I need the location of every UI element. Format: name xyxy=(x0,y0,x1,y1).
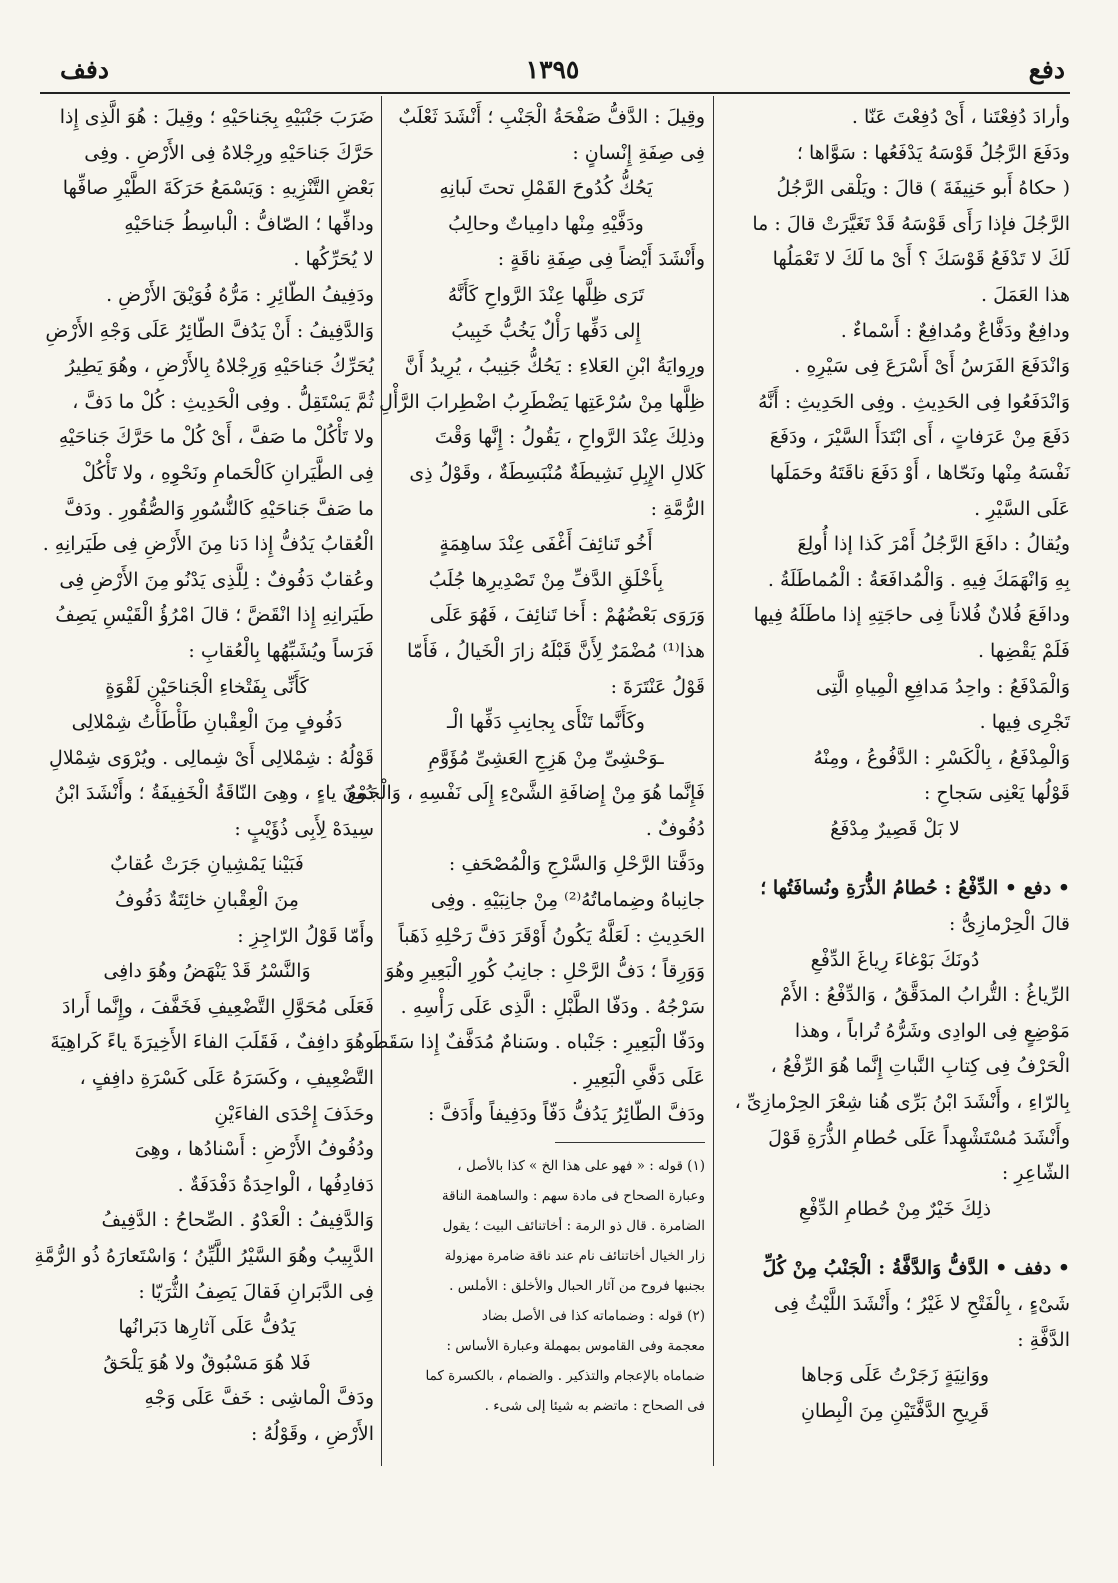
verse-line: يَدُفُّ عَلَى آثارِها دَبَرانُها xyxy=(118,1316,296,1339)
text-line: بَعْضِ التَّنْزِيهِ : وَيَسْمَعُ حَرَكَةَ الطَّيْرِ صافِّها xyxy=(62,177,374,200)
text-line: لا يُحَرِّكُها . xyxy=(293,248,374,271)
header-last-word: دفف xyxy=(60,55,109,84)
text-line: ضَرَبَ جَنْبَيْهِ بِجَناحَيْهِ ؛ وقِيلَ : هُوَ الَّذِى إِذا xyxy=(59,106,374,128)
column-divider-right xyxy=(713,96,714,1466)
text-line: نَفْسَهُ مِنْها ونَحّاها ، أَوْ دَفَعَ ناقَتَهُ وحَمَلَها xyxy=(769,461,1070,484)
text-line: الْعُقابُ يَدُفُّ إِذا دَنا مِنَ الأَرْضِ فِى طَيَرانِهِ . xyxy=(42,533,374,556)
text-line: طَيَرانِهِ إِذا انْقَضَّ ؛ قالَ امْرُؤُ الْقَيْسِ يَصِفُ xyxy=(55,604,374,627)
text-line: ما صَفَّ جَناحَيْهِ كَالنُّسُورِ وَالصُّقُورِ . ودَفَّ xyxy=(64,497,374,520)
header-rule xyxy=(40,92,1070,94)
text-line: وَانْدَفَعَ الفَرَسُ أَىْ أَسْرَعَ فِى سَيْرِهِ . xyxy=(794,355,1070,378)
verse-line: ووَانِيَةٍ زَجَرْتُ عَلَى وَجاها xyxy=(800,1364,990,1387)
text-line: وَانْدَفَعُوا فِى الحَدِيثِ . وفِى الحَدِيثِ : أَنَّهُ xyxy=(757,390,1070,413)
text-line: ودافِّها ؛ الصّافُّ : الْباسِطُ جَناحَيْهِ xyxy=(124,212,374,235)
footnote-line: وعبارة الصحاح فى مادة سهم : والساهمة الناقة xyxy=(441,1188,705,1205)
text-line: قالَ الْحِرْمازِىُّ : xyxy=(949,913,1070,936)
column-left xyxy=(34,100,374,1485)
text-line: الرِّياغُ : التُّرابُ المدَقَّقُ ، وَالدِّفْعُ : الأَمْ xyxy=(780,984,1070,1007)
text-line: ( حكاهُ أَبو حَنِيفَةَ ) قالَ : ويَلْقى الرَّجُلُ xyxy=(776,177,1070,200)
text-line: مَوْضِعٍ فِى الوادِى وشَرُّهُ تُراباً ، وهذا xyxy=(794,1019,1070,1042)
verse-line: لا بَلْ قَصِيرٌ مِدْفَعُ xyxy=(830,817,960,840)
text-line: فَلَمْ يَقْضِها . xyxy=(977,639,1070,662)
section-gap xyxy=(720,1227,1070,1251)
text-line: فَعَلَى مُحَوَّلِ التَّضْعِيفِ فَخَفَّفَ ، وإِنَّما أَرادَ xyxy=(62,995,374,1018)
text-line: ودُفُوفُ الأَرْضِ : أَسْنادُها ، وهِىَ xyxy=(134,1138,374,1161)
footnote-line: ضماماه بالإعجام والتذكير . والضمام ، بالكسرة كما xyxy=(425,1368,705,1385)
verse-line: تَرَى ظِلَّها عِنْدَ الرَّواحِ كَأَنَّهُ xyxy=(447,283,645,306)
verse-line: دَفُوفٍ مِنَ الْعِقْبانِ طَأْطَأْتُ شِمْلالِى xyxy=(71,711,343,734)
verse-line: أَخُو تَنائِفَ أَغْفَى عِنْدَ ساهِمَةٍ xyxy=(439,533,653,556)
verse-line: بِأَخْلَقِ الدَّفِّ مِنْ تَصْدِيرِها جُلَبُ xyxy=(428,568,664,591)
text-line: ودَفَعَ الرَّجُلُ قَوْسَهُ يَدْفَعُها : سَوَّاها ؛ xyxy=(796,141,1070,164)
text-line: قَوْلُهُ : شِمْلالِى أَىْ شِمالِى . ويُرْوَى شِمْلالِ xyxy=(49,746,374,769)
footnote-line: بجنبها فروح من آثار الحبال والأخلق : الأملس . xyxy=(449,1278,705,1295)
text-line: ودَفَّتا الرَّحْلِ وَالسَّرْجِ وَالْمُصْحَفِ : xyxy=(448,853,705,876)
text-line: بِالرّاءِ ، وأَنْشَدَ ابْنُ بَرِّى هُنا شِعْرَ الحِرْمازِىِّ ، xyxy=(734,1091,1070,1114)
text-line: دَفادِفُها ، الْواحِدَةُ دَفْدَفَةٌ . xyxy=(177,1173,374,1196)
footnote-rule xyxy=(555,1142,705,1143)
verse-line: وَالنَّسْرُ قَدْ يَنْهَضُ وهُوَ دافِى xyxy=(103,960,311,983)
verse-line: إِلى دَفِّها رَأْلٌ يَخُبُّ خَبِيبُ xyxy=(451,319,641,342)
verse-line: يَحُكُّ كُدُوحَ القَمْلِ تحتَ لَبانِهِ xyxy=(439,177,653,200)
page-header xyxy=(40,55,1065,89)
text-line: كَلالِ الإِبِلِ نَشِيطَةٌ مُنْبَسِطَةٌ ، وقَوْلُ ذِى xyxy=(409,461,705,484)
text-line: ودَفَّ الْماشِى : خَفَّ عَلَى وَجْهِ xyxy=(144,1387,374,1410)
text-line: • دفع • الدِّفْعُ : حُطامُ الذُّرَةِ ونُسافَتُها ؛ xyxy=(760,877,1070,900)
text-line: الرَّجُلَ فإذا رَأَى قَوْسَهُ قَدْ تَغَيَّرَتْ قالَ : ما xyxy=(752,212,1070,235)
text-line: الشّاعِرِ : xyxy=(1001,1162,1070,1185)
verse-line: فَبَيْنا يَمْشِيانِ جَرَتْ عُقابٌ xyxy=(110,853,304,876)
footnote-line: (١) قوله : « فهو على هذا الخ » كذا بالأصل ، xyxy=(457,1158,705,1175)
verse-line: قَرِيحِ الدَّفَّتَيْنِ مِنَ الْبِطانِ xyxy=(800,1399,990,1422)
text-line: وَالْمِدْفَعُ ، بِالْكَسْرِ : الدَّفُوعُ ، ومِنْهُ xyxy=(813,746,1070,769)
text-line: وَالدَّفِيفُ : الْعَدْوُ . الصِّحاحُ : الدَّفِيفُ xyxy=(101,1209,374,1232)
text-line: وعُقابٌ دَفُوفٌ : لِلَّذِى يَدْنُو مِنَ الأَرْضِ فِى xyxy=(59,568,374,591)
text-line: الدَّبِيبُ وهُوَ السَّيْرُ اللَّيِّنُ ؛ وَاسْتَعارَهُ ذُو الرُّمَّةِ xyxy=(34,1245,374,1267)
text-line: قَوْلُها يَعْنِى سَجاحِ : xyxy=(923,782,1070,805)
verse-line: ودَفَّيْهِ مِنْها دامِياتٌ وحالِبُ xyxy=(448,212,644,235)
verse-line: ذلِكَ خَيْرٌ مِنْ حُطامِ الدِّفْعِ xyxy=(798,1197,992,1220)
text-line: حَرَّكَ جَناحَيْهِ ورِجْلاهُ فِى الأَرْضِ . وفِى xyxy=(84,141,374,164)
header-first-word: دفع xyxy=(1028,55,1065,84)
text-line: عَلَى دَفَّىِ الْبَعِيرِ . xyxy=(571,1067,705,1090)
text-line: وأَنْشَدَ مُسْتَشْهِداً عَلَى حُطامِ الذُّرَةِ قَوْلَ xyxy=(768,1126,1070,1149)
page-number: ١٣٩٥ xyxy=(525,55,580,84)
text-line: الْحَرْفُ فِى كِتابِ النَّباتِ إِنَّما هُوَ الرِّفْعُ ، xyxy=(770,1055,1070,1078)
text-line: عَلَى السَّيْرِ . xyxy=(974,497,1070,520)
verse-line: ـوَحْشِىِّ مِنْ هَزِجِ العَشِىِّ مُؤَوَّمِ xyxy=(428,746,664,769)
text-line: هذا العَمَلَ . xyxy=(981,283,1070,306)
text-line: ثُمَّ يَسْتَقِلُّ . وفِى الْحَدِيثِ : كُلْ ما دَفَّ ، xyxy=(72,390,374,413)
text-line: وَوَرِقاً ؛ دَفُّ الرَّحْلِ : جانِبُ كُورِ الْبَعِيرِ وهُوَ xyxy=(385,960,705,983)
footnote-line: الضامرة . قال ذو الرمة : أخاتنائف البيت ؛ يقول xyxy=(442,1218,705,1235)
text-line: وأرادَ دُفِعْتَنا ، أَىْ دُفِعْتَ عَنّا . xyxy=(851,106,1070,128)
footnote-line: (٢) قوله : وضماماته كذا فى الأصل بضاد xyxy=(481,1308,705,1325)
text-line: ودَفَّ الطّائِرُ يَدُفُّ دَفّاً ودَفِيفاً وأَدَفَّ : xyxy=(428,1102,705,1125)
text-line: قَوْلُ عَنْتَرَةَ : xyxy=(610,675,705,698)
text-line: فَرَساً ويُشَبِّهُها بِالْعُقابِ : xyxy=(188,639,374,662)
text-line: الدَّفَّةِ : xyxy=(1017,1328,1070,1351)
footnote-line: زار الخيال أخاتنائف نام عند ناقة ضامرة مهزولة xyxy=(444,1248,705,1265)
text-line: دَفَعَ مِنْ عَرَفاتٍ ، أَى ابْتَدَأَ السَّيْرَ ، ودَفَعَ xyxy=(769,426,1070,449)
text-line: فِى الدَّبَرانِ فَقالَ يَصِفُ الثُّرَيّا : xyxy=(138,1280,374,1303)
text-line: ودَفِيفُ الطّائِرِ : مَرُّهُ فُوَيْقَ الأَرْضِ . xyxy=(106,283,374,306)
text-line: سِيدَهْ لِأَبِى ذُؤَيْبٍ : xyxy=(234,817,374,840)
text-line: ودافَعَ فُلانٌ فُلاناً فِى حاجَتِهِ إذا ماطَلَهُ فِيها xyxy=(753,604,1070,627)
text-line: فِى صِفَةِ إِنْسانٍ : xyxy=(572,141,705,164)
text-line: فَإِنَّما هُوَ مِنْ إِضافَةِ الشَّىْءِ إِلَى نَفْسِهِ ، وَالْجَمْعُ xyxy=(347,782,705,805)
text-line: وَالْمَدْفَعُ : واحِدُ مَدافِعِ الْمِياهِ الَّتِى xyxy=(816,675,1070,698)
text-line: التَّضْعِيفِ ، وكَسَرَهُ عَلَى كَسْرَةِ دافِفٍ ، xyxy=(79,1067,374,1090)
text-line: لَكَ لا تَدْفَعُ قَوْسَكَ ؟ أَىْ ما لَكَ لا تَعْمَلُها xyxy=(772,248,1070,271)
text-line: ودافِعٌ ودَفَّاعٌ ومُدافِعٌ : أَسْماءٌ . xyxy=(840,319,1070,342)
text-line: دُفُوفٌ . xyxy=(645,817,705,840)
column-middle xyxy=(347,100,705,1485)
text-line: تَجْرِى فِيها . xyxy=(979,711,1070,734)
verse-line: مِنَ الْعِقْبانِ خائِتَةٌ دَفُوفُ xyxy=(115,889,299,912)
verse-line: وكَأَنَّما تَنْأَى بِجانِبِ دَفِّها الْـ xyxy=(447,711,645,734)
text-line: وذلِكَ عِنْدَ الرَّواحِ ، يَقُولُ : إِنَّها وَقْتَ xyxy=(434,426,705,449)
text-line: وقِيلَ : الدَّفُّ صَفْحَةُ الْجَنْبِ ؛ أَنْشَدَ ثَعْلَبٌ xyxy=(398,106,705,128)
text-line: شَىْءٍ ، بِالْفَتْحِ لا غَيْرُ ؛ وأَنْشَدَ اللَّيْثُ فِى xyxy=(774,1293,1070,1315)
text-line: وَالدَّفِيفُ : أَنْ يَدُفَّ الطّائِرُ عَلَى وَجْهِ الأَرْضِ xyxy=(45,319,374,342)
text-line: الرُّمَّةِ : xyxy=(650,497,705,520)
text-line: ويُقالُ : دافَعَ الرَّجُلُ أَمْرَ كَذا إذا أُولِعَ xyxy=(797,533,1070,556)
text-line: جانِباهُ وضِماماتُهُ⁽²⁾ مِنْ جانِبَيْهِ . وفِى xyxy=(430,889,705,912)
footnote-line: فى الصحاح : ماتضم به شيئا إلى شىء . xyxy=(484,1398,705,1415)
footnote-line: معجمة وفى القاموس بمهملة وعبارة الأساس : xyxy=(446,1338,705,1355)
text-line: وأَنْشَدَ أَيْضاً فِى صِفَةِ ناقَةٍ : xyxy=(497,248,705,271)
verse-line: دُونَكَ بَوْغاءَ رِياغَ الدِّفْعِ xyxy=(810,948,980,971)
text-line: وأَمّا قَوْلُ الرّاجِزِ : xyxy=(237,924,374,947)
text-line: دُونَ ياءٍ ، وهِىَ النّاقَةُ الْخَفِيفَةُ ؛ وأَنْشَدَ ابْنُ xyxy=(54,782,374,805)
text-line: الأَرْضِ ، وقَوْلُهُ : xyxy=(251,1422,374,1445)
text-line: ودَفّا الْبَعِيرِ : جَنْباه . وسَنامٌ مُدَفَّفٌ إِذا سَقَطَ xyxy=(370,1031,705,1054)
text-line: • دفف • الدَّفُّ وَالدَّفَّةُ : الْجَنْبُ مِنْ كُلِّ xyxy=(762,1257,1070,1280)
text-line: ورِوايَةُ ابْنِ العَلاءِ : يَحُكُّ جَنِيبُ ، يُرِيدُ أَنَّ xyxy=(404,355,705,378)
text-line: سَرْجُهُ . ودَفّا الطَّبْلِ : الَّذِى عَلَى رَأْسِهِ . xyxy=(400,995,705,1018)
section-gap xyxy=(720,847,1070,871)
verse-line: فَلا هُوَ مَسْبُوقٌ ولا هُوَ يَلْحَقُ xyxy=(103,1351,311,1374)
text-line: وهُوَ دافِفٌ ، فَقَلَبَ الفاءَ الأَخِيرَةَ ياءً كَراهِيَةَ xyxy=(50,1031,374,1054)
text-line: وَرَوَى بَعْضُهُمْ : أَخا تَنائِفَ ، فَهُوَ عَلَى xyxy=(429,604,705,627)
text-line: وحَذَفَ إِحْدَى الفاءَيْنِ xyxy=(214,1102,374,1125)
text-line: يُحَرِّكُ جَناحَيْهِ وَرِجْلاهُ بِالأَرْضِ ، وهُوَ يَطِيرُ xyxy=(65,355,374,378)
verse-line: كَأَنِّى بِفَتْخاءِ الْجَناحَيْنِ لَقْوَةٍ xyxy=(105,675,309,698)
text-line: فِى الطَّيَرانِ كَالْحَمامِ ونَحْوِهِ ، ولا تَأْكُلْ xyxy=(82,461,374,484)
text-line: ولا تَأْكُلْ ما صَفَّ ، أَىْ كُلْ ما حَرَّكَ جَناحَيْهِ xyxy=(58,426,374,449)
text-line: بِهِ وَانْهَمَكَ فِيهِ . وَالْمُدافَعَةُ : الْمُماطَلَةُ . xyxy=(767,568,1070,591)
text-line: الحَدِيثِ : لَعَلَّهُ يَكُونُ أَوْقَرَ دَفَّ رَحْلِهِ ذَهَباً xyxy=(398,924,705,947)
text-line: ظِلَّها مِنْ سُرْعَتِها يَضْطَرِبُ اضْطِرابَ الرَّأْلِ xyxy=(379,390,705,413)
column-right xyxy=(720,100,1070,1485)
text-line: هذا⁽¹⁾ مُضْمَرٌ لِأَنَّ قَبْلَهُ زارَ الْخَيالُ ، فَأَمّا xyxy=(407,639,705,662)
